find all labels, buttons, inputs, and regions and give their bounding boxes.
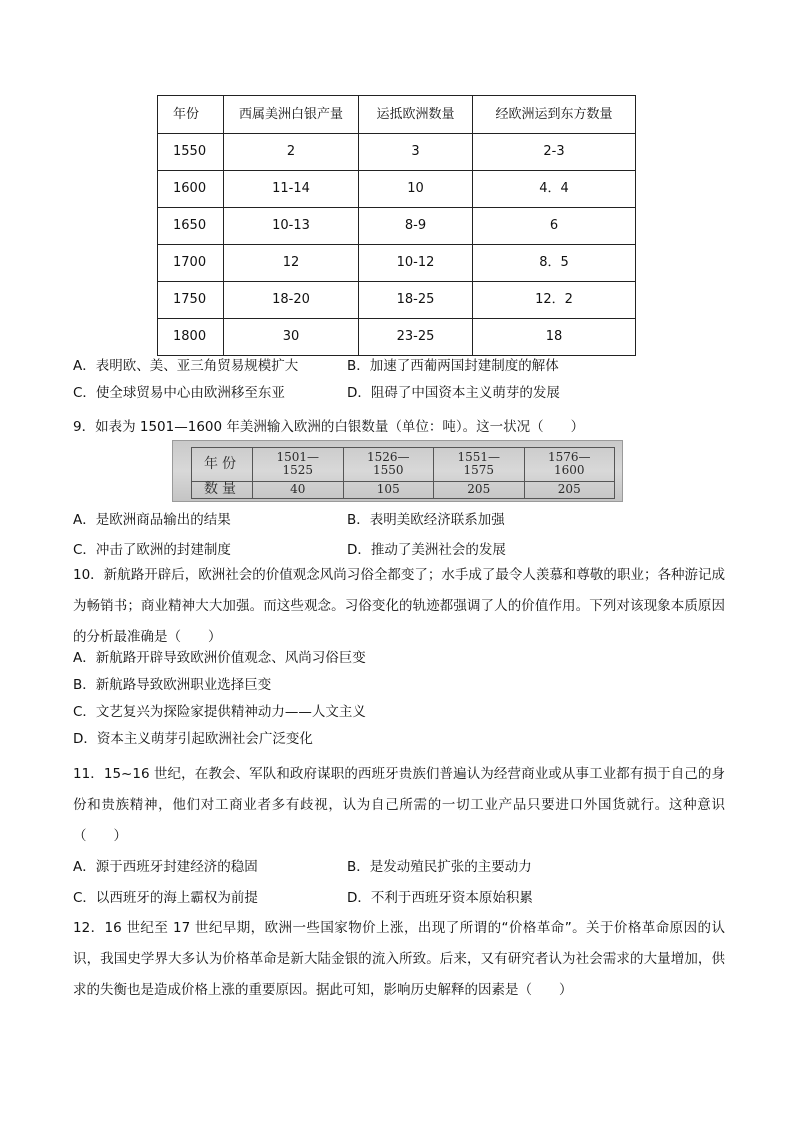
q8-option-a: A．表明欧、美、亚三角贸易规模扩大 bbox=[73, 358, 299, 374]
q9-option-c: C．冲击了欧洲的封建制度 bbox=[73, 542, 231, 558]
silver-table bbox=[157, 95, 636, 356]
table-cell: 12 bbox=[224, 245, 359, 282]
q9-option-a: A．是欧洲商品输出的结果 bbox=[73, 512, 231, 528]
table-row bbox=[158, 208, 636, 245]
table-cell: 205 bbox=[524, 481, 615, 498]
table-cell: 205 bbox=[434, 481, 525, 498]
header-cell: 西属美洲白银产量 bbox=[224, 96, 359, 134]
q10-option-d: D．资本主义萌芽引起欧洲社会广泛变化 bbox=[73, 731, 313, 747]
table-cell: 10 bbox=[359, 171, 473, 208]
q12-stem: 12．16 世纪至 17 世纪早期，欧洲一些国家物价上涨，出现了所谓的“价格革命”。关于价格革命原因的认识，我国史学界大多认为价格革命是新大陆金银的流入所致。后来，又有研究者认为社会需求的大量增加，供求的失衡也是造成价格上涨的重要原因。据此可知，影响历史解释的因素是（ ） bbox=[73, 920, 725, 998]
q10-option-a: A．新航路开辟导致欧洲价值观念、风尚习俗巨变 bbox=[73, 650, 366, 666]
table-cell: 1526— 1550 bbox=[343, 448, 434, 482]
q10-option-c: C．文艺复兴为探险家提供精神动力——人文主义 bbox=[73, 704, 366, 720]
silver-import-photo-table bbox=[172, 440, 623, 502]
table-row bbox=[158, 171, 636, 208]
q11-stem: 11．15~16 世纪，在教会、军队和政府谋职的西班牙贵族们普遍认为经营商业或从事工业都有损于自己的身份和贵族精神，他们对工商业者多有歧视，认为自己所需的一切工业产品只要进口外国货就行。这种意识（ ） bbox=[73, 766, 725, 844]
table-cell: 1750 bbox=[158, 282, 224, 319]
table-row bbox=[192, 481, 615, 498]
q11-option-c: C．以西班牙的海上霸权为前提 bbox=[73, 890, 258, 906]
header-cell: 年份 bbox=[158, 96, 224, 134]
table-cell: 40 bbox=[253, 481, 344, 498]
header-cell: 年份 bbox=[192, 448, 253, 482]
q9-option-d: D．推动了美洲社会的发展 bbox=[347, 542, 506, 558]
table-cell: 1600 bbox=[158, 171, 224, 208]
table-cell: 1650 bbox=[158, 208, 224, 245]
table-cell: 1551— 1575 bbox=[434, 448, 525, 482]
table-cell: 18 bbox=[473, 319, 636, 356]
table-row bbox=[158, 319, 636, 356]
table-cell: 12．2 bbox=[473, 282, 636, 319]
table-row bbox=[158, 245, 636, 282]
table-cell: 11-14 bbox=[224, 171, 359, 208]
header-cell: 经欧洲运到东方数量 bbox=[473, 96, 636, 134]
q9-option-b: B．表明美欧经济联系加强 bbox=[347, 512, 505, 528]
table-cell: 3 bbox=[359, 134, 473, 171]
table-cell: 8-9 bbox=[359, 208, 473, 245]
table-cell: 105 bbox=[343, 481, 434, 498]
q11-option-d: D．不利于西班牙资本原始积累 bbox=[347, 890, 533, 906]
table-cell: 1550 bbox=[158, 134, 224, 171]
q11-option-b: B．是发动殖民扩张的主要动力 bbox=[347, 859, 532, 875]
table-cell: 1501— 1525 bbox=[253, 448, 344, 482]
table-cell: 23-25 bbox=[359, 319, 473, 356]
table-row bbox=[158, 282, 636, 319]
q9-stem: 9．如表为 1501—1600 年美洲输入欧洲的白银数量（单位：吨）。这一状况（ ） bbox=[73, 419, 585, 435]
header-cell: 数量 bbox=[192, 481, 253, 498]
table-cell: 4．4 bbox=[473, 171, 636, 208]
header-cell: 运抵欧洲数量 bbox=[359, 96, 473, 134]
table-cell: 18-25 bbox=[359, 282, 473, 319]
table-cell: 2 bbox=[224, 134, 359, 171]
table-cell: 2-3 bbox=[473, 134, 636, 171]
photo-table bbox=[191, 447, 615, 499]
table-cell: 10-12 bbox=[359, 245, 473, 282]
table-cell: 30 bbox=[224, 319, 359, 356]
table-row bbox=[158, 134, 636, 171]
table-header-row bbox=[158, 96, 636, 134]
table-cell: 10-13 bbox=[224, 208, 359, 245]
table-row bbox=[192, 448, 615, 482]
q10-stem: 10．新航路开辟后，欧洲社会的价值观念风尚习俗全都变了；水手成了最令人羡慕和尊敬的职业；各种游记成为畅销书；商业精神大大加强。而这些观念。习俗变化的轨迹都强调了人的价值作用。下列对该现象本质原因的分析最准确是（ ） bbox=[73, 567, 725, 645]
q8-option-c: C．使全球贸易中心由欧洲移至东亚 bbox=[73, 385, 285, 401]
table-cell: 1700 bbox=[158, 245, 224, 282]
q8-option-d: D．阻碍了中国资本主义萌芽的发展 bbox=[347, 385, 560, 401]
table-cell: 1576— 1600 bbox=[524, 448, 615, 482]
table-cell: 1800 bbox=[158, 319, 224, 356]
table-cell: 8．5 bbox=[473, 245, 636, 282]
q8-option-b: B．加速了西葡两国封建制度的解体 bbox=[347, 358, 559, 374]
table-cell: 6 bbox=[473, 208, 636, 245]
table-cell: 18-20 bbox=[224, 282, 359, 319]
q11-option-a: A．源于西班牙封建经济的稳固 bbox=[73, 859, 258, 875]
q10-option-b: B．新航路导致欧洲职业选择巨变 bbox=[73, 677, 272, 693]
